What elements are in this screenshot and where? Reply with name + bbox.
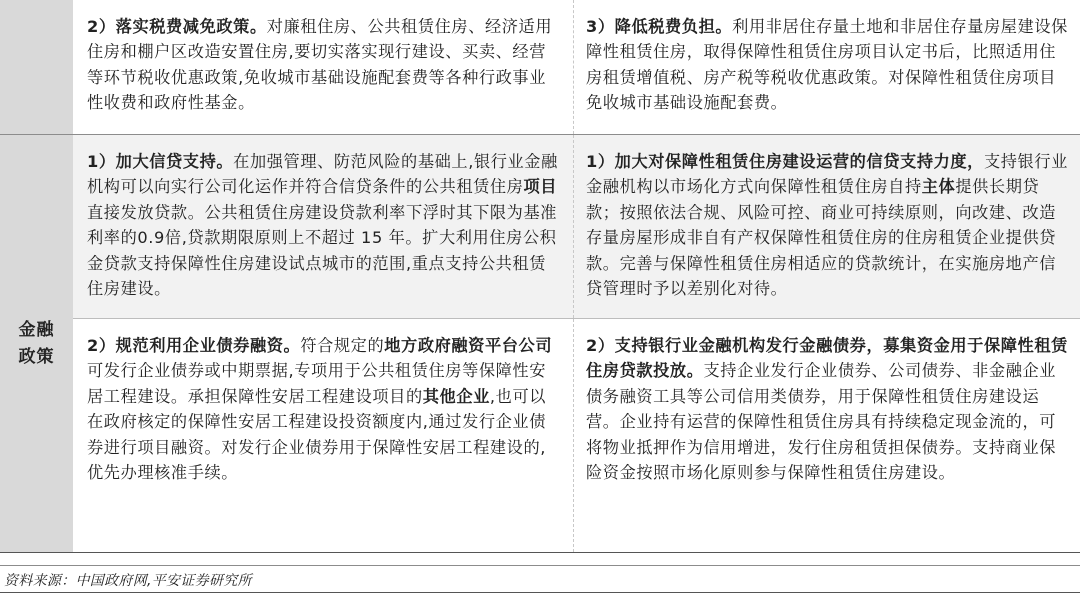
credit-right-text-2: 提供长期贷款；按照依法合规、风险可控、商业可持续原则，向改建、改造存量房屋形成非自有产权保障性租赁住房的住房租赁企业提供贷款。完善与保障性租赁住房相适应的贷款统计，在实施房地产信贷管理时予以差别化对待。: [586, 177, 1057, 299]
bonds-left-bold-2: 其他企业: [422, 386, 490, 406]
tax-left-text: 对廉租住房、公共租赁住房、经济适用住房和棚户区改造安置住房,要切实落实现行建设、买卖、经营等环节税收优惠政策,免收城市基础设施配套费等各种行政事业性收费和政府性基金。: [87, 17, 553, 113]
credit-right-bold: 主体: [921, 177, 956, 197]
bonds-left-heading: 2）规范利用企业债券融资。: [87, 336, 301, 355]
credit-right-cell: [574, 135, 1080, 318]
credit-right-heading: 1）加大对保障性租赁住房建设运营的信贷支持力度，: [586, 152, 984, 171]
tax-row-label-cell: [0, 0, 73, 134]
credit-right-text-1: 支持银行业金融机构以市场化方式向保障性租赁住房自持: [586, 152, 1068, 197]
credit-left-text-2: 直接发放贷款。公共租赁住房建设贷款利率下浮时其下限为基准利率的0.9倍,贷款期限原则上不超过 15 年。扩大利用住房公积金贷款支持保障性住房建设试点城市的范围,重点支持公共租赁住房建设。: [87, 202, 558, 299]
credit-left-text-1: 在加强管理、防范风险的基础上,银行业金融机构可以向实行公司化运作并符合信贷条件的公共租赁住房: [87, 152, 558, 197]
tax-right-text: 利用非居住存量土地和非居住存量房屋建设保障性租赁住房，取得保障性租赁住房项目认定书后，比照适用住房租赁增值税、房产税等税收优惠政策。对保障性租赁住房项目免收城市基础设施配套费。: [586, 17, 1068, 113]
tax-right-cell: [574, 0, 1080, 134]
tax-left-heading: 2）落实税费减免政策。: [87, 17, 267, 36]
bonds-left-text-2: 可发行企业债券或中期票据,专项用于公共租赁住房等保障性安居工程建设。承担保障性安居工程建设项目的: [87, 361, 547, 406]
tax-left-cell: [73, 0, 574, 134]
credit-left-heading: 1）加大信贷支持。: [87, 152, 234, 171]
finance-row-credit: [73, 135, 1080, 319]
bonds-right-heading: 2）支持银行业金融机构发行金融债券，募集资金用于保障性租赁住房贷款投放。: [586, 336, 1068, 381]
bottom-divider: [0, 592, 1080, 593]
tax-policy-row: [0, 0, 1080, 135]
bonds-right-cell: [574, 319, 1080, 552]
source-note: 资料来源：中国政府网,平安证券研究所: [4, 573, 252, 589]
credit-left-bold: 项目: [523, 177, 558, 197]
finance-label-line1: 金融: [18, 319, 55, 340]
bonds-left-cell: [73, 319, 574, 552]
bonds-left-text-3: ,也可以在政府核定的保障性安居工程建设投资额度内,通过发行企业债券进行项目融资。对发行企业债券用于保障性安居工程建设的,优先办理核准手续。: [87, 386, 547, 483]
source-divider: [0, 565, 1080, 566]
bonds-left-bold-1: 地方政府融资平台公司: [384, 336, 553, 355]
bonds-right-text: 支持企业发行企业债券、公司债券、非金融企业债务融资工具等公司信用类债券，用于保障性租赁住房建设运营。企业持有运营的保障性租赁住房具有持续稳定现金流的，可将物业抵押作为信用增进，发行住房租赁担保债券。支持商业保险资金按照市场化原则参与保障性租赁住房建设。: [586, 361, 1057, 483]
finance-label-line2: 政策: [18, 346, 55, 367]
finance-policy-block: [0, 135, 1080, 553]
finance-policy-label: [0, 135, 73, 552]
credit-left-cell: [73, 135, 574, 318]
finance-cells: [73, 135, 1080, 552]
finance-row-bonds: [73, 319, 1080, 552]
tax-right-heading: 3）降低税费负担。: [586, 17, 733, 36]
bonds-left-text-1: 符合规定的: [300, 336, 385, 355]
